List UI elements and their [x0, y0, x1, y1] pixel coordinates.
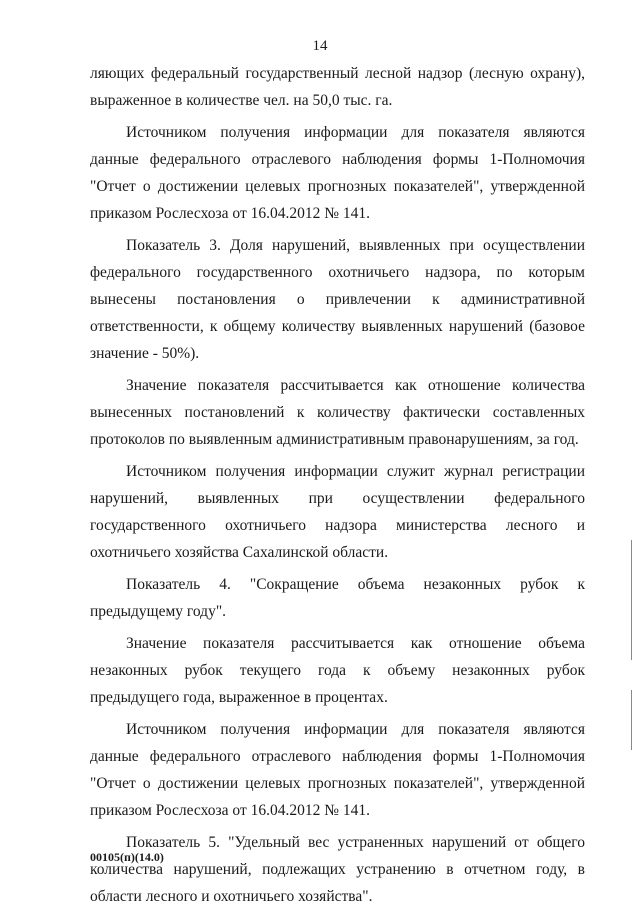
paragraph-indicator-5: Показатель 5. "Удельный вес устраненных нарушений от общего количества нарушений, подлежащих устранению в отчетном году, в области лесного и охотничьего хозяйства".	[90, 834, 585, 905]
document-footer-code: 00105(п)(14.0)	[90, 850, 164, 864]
paragraph-indicator-4-calculation: Значение показателя рассчитывается как отношение объема незаконных рубок текущего года к объему незаконных рубок предыдущего года, выраженное в процентах.	[90, 635, 585, 706]
scan-edge-mark	[631, 690, 632, 750]
paragraph-continuation: ляющих федеральный государственный лесной надзор (лесную охрану), выраженное в количестве чел. на 50,0 тыс. га.	[90, 65, 585, 109]
scan-edge-mark	[631, 540, 632, 660]
paragraph-info-source-1: Источником получения информации для показателя являются данные федерального отраслевого наблюдения формы 1-Полномочия "Отчет о достижении целевых прогнозных показателей", утвержденной приказом Рослесхоза от 16.04.2012 № 141.	[90, 124, 585, 222]
page-number: 14	[312, 38, 328, 54]
paragraph-indicator-3: Показатель 3. Доля нарушений, выявленных при осуществлении федерального государственного охотничьего надзора, по которым вынесены постановления о привлечении к административной ответственности, к общему количеству выявленных нарушений (базовое значение - 50%).	[90, 237, 585, 362]
paragraph-indicator-4: Показатель 4. "Сокращение объема незаконных рубок к предыдущему году".	[90, 576, 585, 620]
paragraph-indicator-4-source: Источником получения информации для показателя являются данные федерального отраслевого наблюдения формы 1-Полномочия "Отчет о достижении целевых прогнозных показателей", утвержденной приказом Рослесхоза от 16.04.2012 № 141.	[90, 721, 585, 819]
document-body	[90, 60, 585, 915]
paragraph-indicator-3-calculation: Значение показателя рассчитывается как отношение количества вынесенных постановлений к количеству фактически составленных протоколов по выявленным административным правонарушениям, за год.	[90, 377, 585, 448]
paragraph-indicator-3-source: Источником получения информации служит журнал регистрации нарушений, выявленных при осуществлении федерального государственного охотничьего надзора министерства лесного и охотничьего хозяйства Сахалинской области.	[90, 463, 585, 561]
